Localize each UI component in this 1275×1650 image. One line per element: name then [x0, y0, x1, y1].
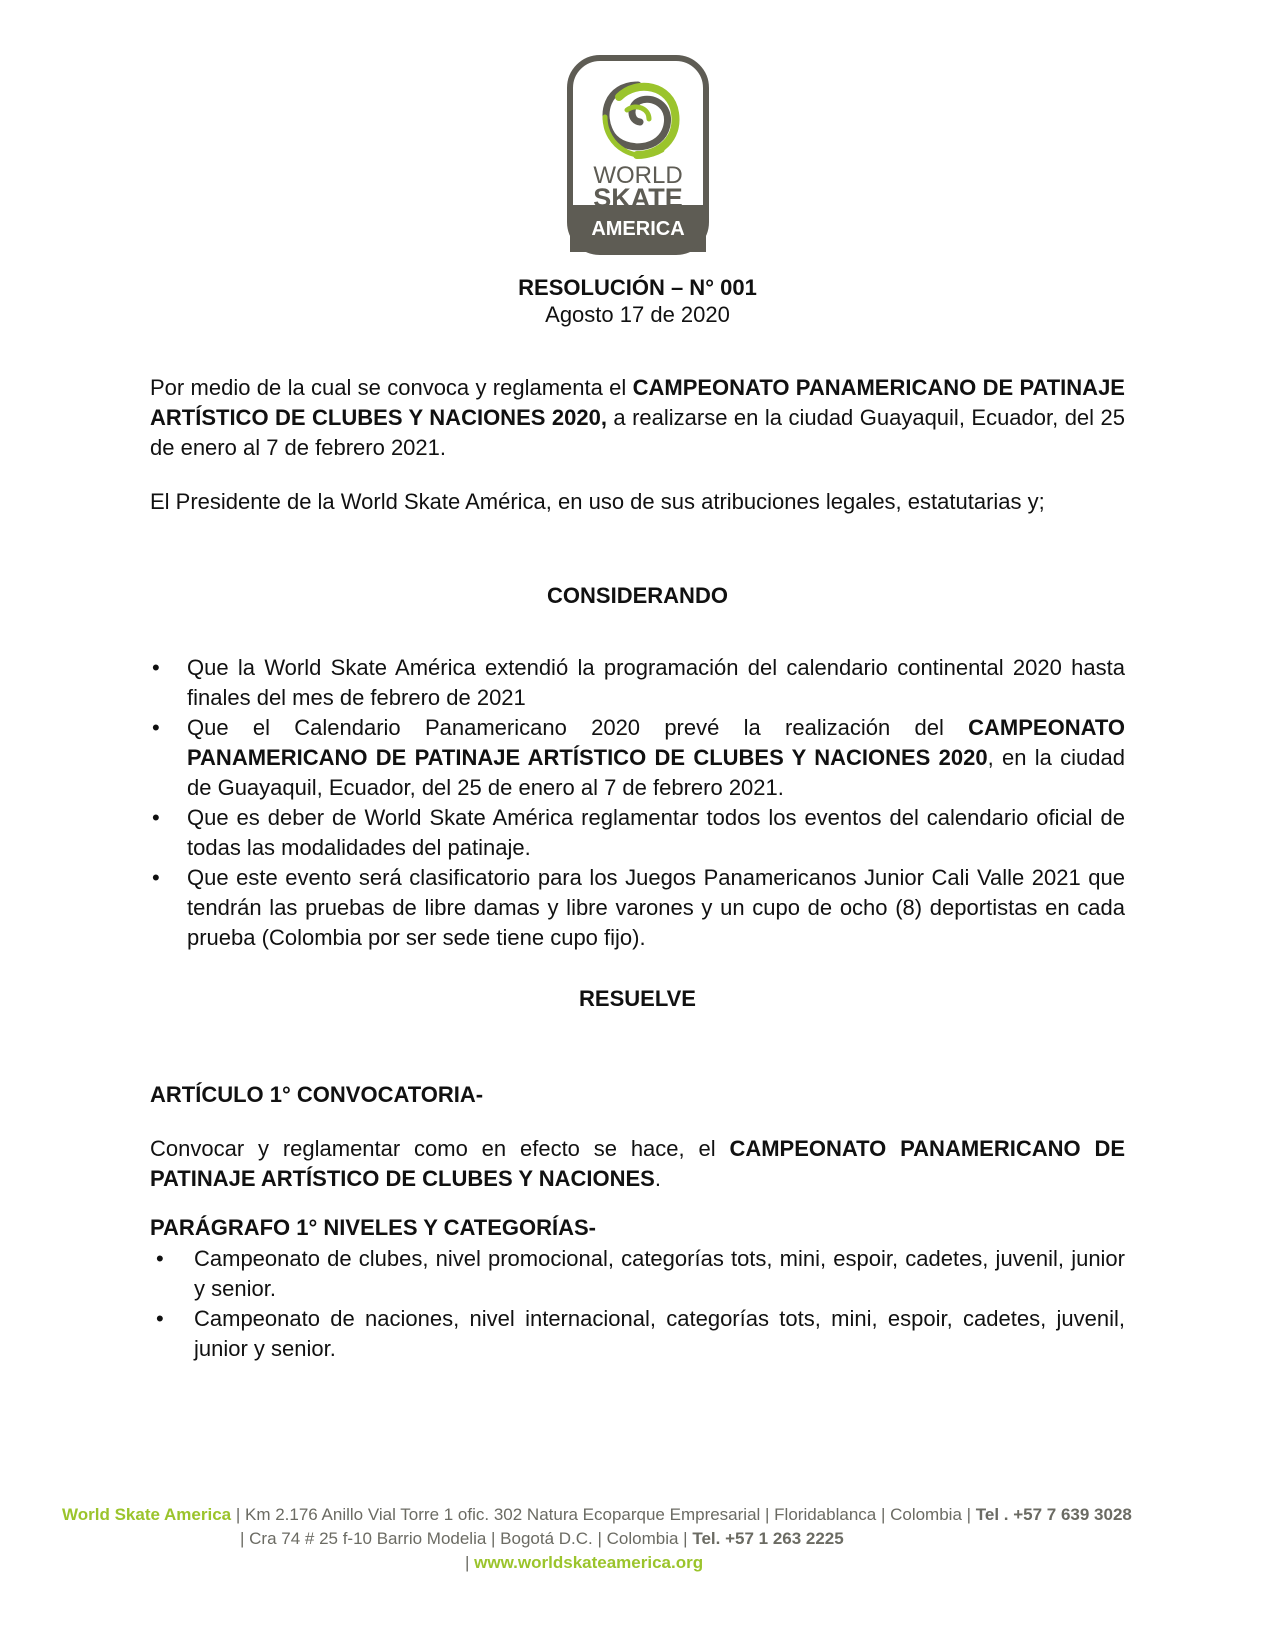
- considerando-heading: CONSIDERANDO: [547, 583, 728, 608]
- paragrafo-1-list: [150, 1244, 1125, 1364]
- footer-line-2: | Cra 74 # 25 f-10 Barrio Modelia | Bogotá D.C. | Colombia | Tel. +57 1 263 2225: [240, 1529, 844, 1548]
- world-skate-america-logo: [567, 55, 709, 255]
- list-item: • Campeonato de clubes, nivel promocional, categorías tots, mini, espoir, cadetes, juvenil, junior y senior.: [150, 1244, 1125, 1304]
- list-item: • Que este evento será clasificatorio para los Juegos Panamericanos Junior Cali Valle 2021 que tendrán las pruebas de libre damas y libre varones y un cupo de ocho (8) deportistas en cada prueba (Colombia por ser sede tiene cupo fijo).: [150, 863, 1125, 953]
- resolution-date: Agosto 17 de 2020: [545, 302, 730, 327]
- list-item: • Campeonato de naciones, nivel internacional, categorías tots, mini, espoir, cadetes, juvenil, junior y senior.: [150, 1304, 1125, 1364]
- articulo-1-heading: ARTÍCULO 1° CONVOCATORIA-: [150, 1082, 484, 1107]
- list-item: • Que el Calendario Panamericano 2020 prevé la realización del CAMPEONATO PANAMERICANO DE PATINAJE ARTÍSTICO DE CLUBES Y NACIONES 2020, en la ciudad de Guayaquil, Ecuador, del 25 de enero al 7 de febrero 2021.: [150, 713, 1125, 803]
- logo-text-skate: SKATE: [593, 183, 683, 213]
- resuelve-heading: RESUELVE: [579, 986, 696, 1011]
- logo-text-world: WORLD: [593, 162, 683, 189]
- footer-org: World Skate America: [62, 1505, 232, 1524]
- list-item: • Que es deber de World Skate América reglamentar todos los eventos del calendario oficial de todas las modalidades del patinaje.: [150, 803, 1125, 863]
- footer-phone-1: Tel . +57 7 639 3028: [975, 1505, 1132, 1524]
- footer-website-link[interactable]: www.worldskateamerica.org: [474, 1553, 704, 1572]
- list-item: • Que la World Skate América extendió la programación del calendario continental 2020 hasta finales del mes de febrero de 2021: [150, 653, 1125, 713]
- resolution-title: RESOLUCIÓN – N° 001: [518, 275, 757, 300]
- intro-paragraph: Por medio de la cual se convoca y reglamenta el CAMPEONATO PANAMERICANO DE PATINAJE ARTÍSTICO DE CLUBES Y NACIONES 2020, a realizarse en la ciudad Guayaquil, Ecuador, del 25 de enero al 7 de febrero 2021.: [150, 375, 1125, 460]
- footer-line-1: World Skate America | Km 2.176 Anillo Vial Torre 1 ofic. 302 Natura Ecoparque Empresarial | Floridablanca | Colombia | Tel . +57 7 639 3028: [62, 1505, 1132, 1524]
- paragrafo-1-heading: PARÁGRAFO 1° NIVELES Y CATEGORÍAS-: [150, 1215, 597, 1240]
- footer-phone-2: Tel. +57 1 263 2225: [692, 1529, 844, 1548]
- logo-text-america: AMERICA: [591, 218, 685, 240]
- articulo-1-paragraph: Convocar y reglamentar como en efecto se hace, el CAMPEONATO PANAMERICANO DE PATINAJE ARTÍSTICO DE CLUBES Y NACIONES.: [150, 1136, 1126, 1191]
- president-paragraph: El Presidente de la World Skate América, en uso de sus atribuciones legales, estatutarias y;: [150, 489, 1045, 514]
- footer-line-3: | www.worldskateamerica.org: [465, 1553, 704, 1572]
- considerando-list: [150, 653, 1125, 953]
